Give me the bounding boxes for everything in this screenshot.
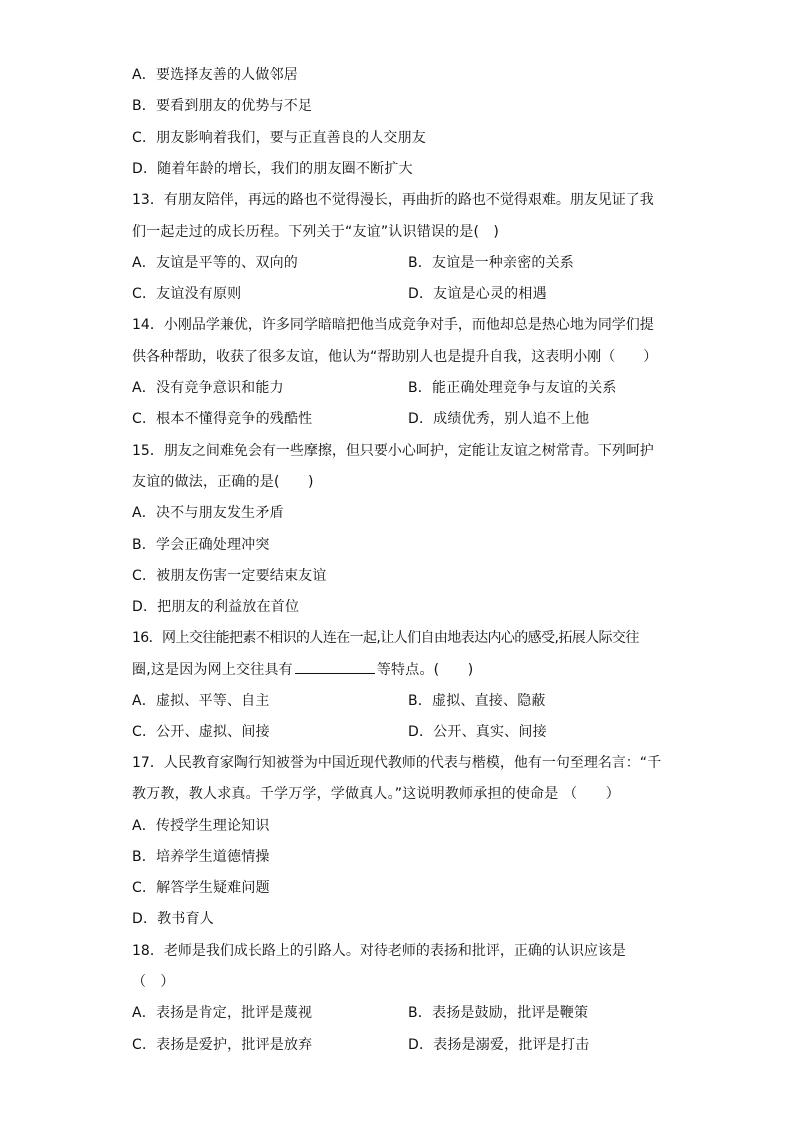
q17-option-c: C．解答学生疑难问题 [132, 880, 270, 896]
q13-stem-line1: 13．有朋友陪伴，再远的路也不觉得漫长，再曲折的路也不觉得艰难。朋友见证了我 [132, 192, 654, 208]
q14-option-c: C．根本不懂得竞争的残酷性 [132, 411, 313, 427]
q18-options-row2 [132, 1034, 662, 1056]
q14-option-b: B．能正确处理竞争与友谊的关系 [408, 380, 617, 396]
q16-option-d: D．公开、真实、间接 [408, 724, 547, 740]
q14-stem-line2: 供各种帮助，收获了很多友谊，他认为“帮助别人也是提升自我，这表明小刚（ ） [132, 349, 658, 365]
q18-stem-line1: 18．老师是我们成长路上的引路人。对待老师的表扬和批评，正确的认识应该是 [132, 943, 626, 959]
q13-options-row2 [132, 283, 662, 305]
q14-stem-line1: 14．小刚品学兼优，许多同学暗暗把他当成竞争对手，而他却总是热心地为同学们提 [132, 317, 654, 333]
q18-stem-line2: （ ） [132, 974, 175, 990]
q17-option-a: A．传授学生理论知识 [132, 818, 270, 834]
q16-option-b: B．虚拟、直接、隐蔽 [408, 693, 546, 709]
q16-stem-line2-pre: 圈,这是因为网上交往具有 [132, 662, 293, 678]
q16-stem-line1: 16．网上交往能把素不相识的人连在一起,让人们自由地表达内心的感受,拓展人际交往 [132, 630, 639, 646]
q16-option-c: C．公开、虚拟、间接 [132, 724, 270, 740]
q15-option-c: C．被朋友伤害一定要结束友谊 [132, 568, 327, 584]
q13-option-c: C．友谊没有原则 [132, 286, 242, 302]
q13-option-a: A．友谊是平等的、双向的 [132, 255, 298, 271]
q12-option-d: D．随着年龄的增长，我们的朋友圈不断扩大 [132, 161, 413, 177]
q17-option-d: D．教书育人 [132, 911, 214, 927]
q16-options-row2 [132, 721, 662, 743]
q17-option-b: B．培养学生道德情操 [132, 849, 270, 865]
q14-options-row2 [132, 408, 662, 430]
q14-option-a: A．没有竞争意识和能力 [132, 380, 284, 396]
q16-options-row1 [132, 690, 662, 712]
q18-option-b: B．表扬是鼓励，批评是鞭策 [408, 1005, 589, 1021]
q14-options-row1 [132, 377, 662, 399]
q15-stem-line2: 友谊的做法，正确的是( ) [132, 474, 314, 490]
q18-option-a: A．表扬是肯定，批评是蔑视 [132, 1005, 313, 1021]
q18-option-c: C．表扬是爱护，批评是放弃 [132, 1037, 313, 1053]
q15-stem-line1: 15．朋友之间难免会有一些摩擦，但只要小心呵护，定能让友谊之树常青。下列呵护 [132, 443, 654, 459]
q13-options-row1 [132, 252, 662, 274]
q15-option-d: D．把朋友的利益放在首位 [132, 599, 300, 615]
q16-option-a: A．虚拟、平等、自主 [132, 693, 270, 709]
q14-option-d: D．成绩优秀，别人追不上他 [408, 411, 590, 427]
answer-blank [295, 659, 375, 674]
q13-stem-line2: 们一起走过的成长历程。下列关于“友谊”认识错误的是( ) [132, 224, 500, 240]
q18-options-row1 [132, 1002, 662, 1024]
q15-option-b: B．学会正确处理冲突 [132, 537, 270, 553]
q17-stem-line2: 教万教，教人求真。千学万学，学做真人。”这说明教师承担的使命是 （ ） [132, 786, 620, 802]
q13-option-b: B．友谊是一种亲密的关系 [408, 255, 575, 271]
q17-stem-line1: 17．人民教育家陶行知被誉为中国近现代教师的代表与楷模，他有一句至理名言：“千 [132, 755, 662, 771]
q12-option-c: C．朋友影响着我们，要与正直善良的人交朋友 [132, 130, 426, 146]
q13-option-d: D．友谊是心灵的相遇 [408, 286, 547, 302]
q18-option-d: D．表扬是溺爱，批评是打击 [408, 1037, 590, 1053]
q12-option-a: A．要选择友善的人做邻居 [132, 67, 298, 83]
q15-option-a: A．决不与朋友发生矛盾 [132, 505, 284, 521]
q16-stem-line2 [132, 659, 662, 681]
q12-option-b: B．要看到朋友的优势与不足 [132, 98, 313, 114]
q16-stem-line2-post: 等特点。( ) [376, 662, 474, 678]
